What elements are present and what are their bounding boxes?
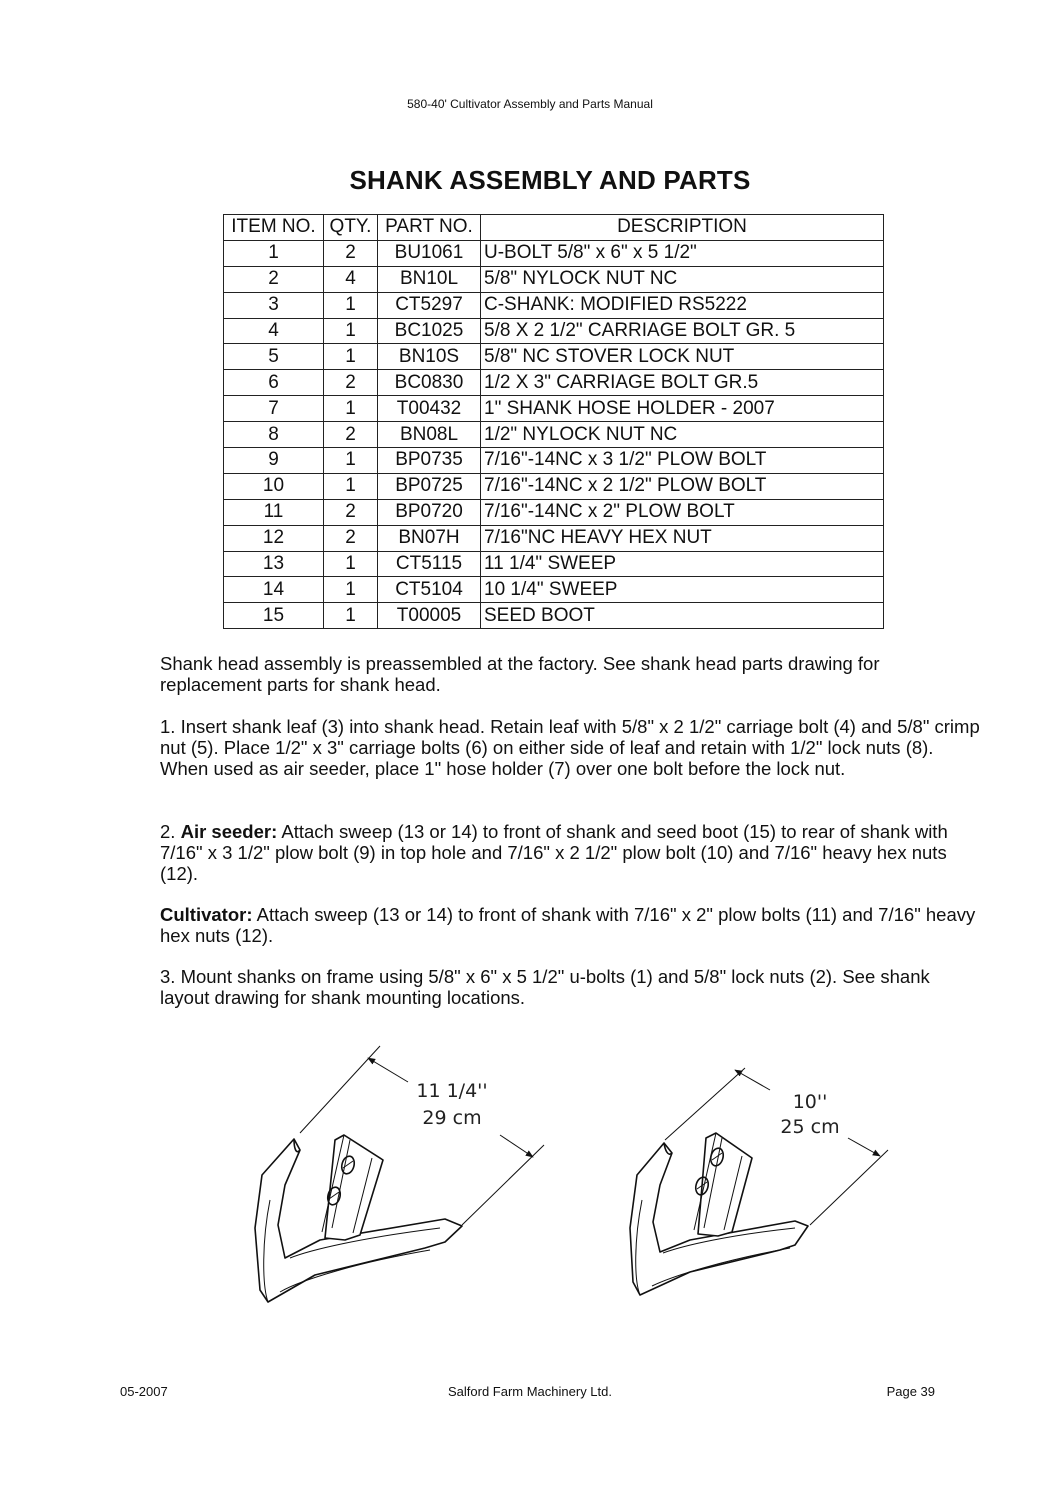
cell-qty: 1 bbox=[324, 473, 378, 499]
cell-part-no: BN08L bbox=[378, 422, 481, 448]
cell-item-no: 4 bbox=[224, 318, 324, 344]
cell-qty: 1 bbox=[324, 577, 378, 603]
cell-description: 5/8 X 2 1/2" CARRIAGE BOLT GR. 5 bbox=[481, 318, 884, 344]
cell-qty: 2 bbox=[324, 240, 378, 266]
cell-qty: 2 bbox=[324, 422, 378, 448]
cell-description: 7/16"-14NC x 2" PLOW BOLT bbox=[481, 499, 884, 525]
cell-qty: 2 bbox=[324, 525, 378, 551]
cell-part-no: BC1025 bbox=[378, 318, 481, 344]
header-part-no: PART NO. bbox=[378, 215, 481, 241]
cell-qty: 1 bbox=[324, 448, 378, 474]
cell-item-no: 6 bbox=[224, 370, 324, 396]
intro-paragraph: Shank head assembly is preassembled at the factory. See shank head parts drawing for replacement parts for shank head. bbox=[160, 653, 880, 695]
cell-qty: 4 bbox=[324, 266, 378, 292]
cell-item-no: 7 bbox=[224, 396, 324, 422]
page-title: SHANK ASSEMBLY AND PARTS bbox=[349, 165, 751, 195]
cell-item-no: 10 bbox=[224, 473, 324, 499]
cell-description: 7/16"-14NC x 3 1/2" PLOW BOLT bbox=[481, 448, 884, 474]
small-sweep-dim-cm: 25 cm bbox=[780, 1116, 840, 1138]
cell-part-no: CT5297 bbox=[378, 292, 481, 318]
manual-header: 580-40' Cultivator Assembly and Parts Manual bbox=[407, 97, 653, 111]
cell-qty: 1 bbox=[324, 396, 378, 422]
cell-part-no: BN10L bbox=[378, 266, 481, 292]
cell-qty: 1 bbox=[324, 318, 378, 344]
cell-item-no: 3 bbox=[224, 292, 324, 318]
header-description: DESCRIPTION bbox=[481, 215, 884, 241]
cell-qty: 1 bbox=[324, 551, 378, 577]
header-item-no: ITEM NO. bbox=[224, 215, 324, 241]
cell-description: U-BOLT 5/8" x 6" x 5 1/2" bbox=[481, 240, 884, 266]
cell-part-no: BC0830 bbox=[378, 370, 481, 396]
cell-part-no: BP0725 bbox=[378, 473, 481, 499]
sweep-drawing-small bbox=[630, 1068, 888, 1295]
cell-item-no: 2 bbox=[224, 266, 324, 292]
cell-item-no: 11 bbox=[224, 499, 324, 525]
footer-company: Salford Farm Machinery Ltd. bbox=[447, 1384, 612, 1399]
cultivator-label: Cultivator: bbox=[160, 904, 253, 925]
header-qty: QTY. bbox=[324, 215, 378, 241]
cell-part-no: CT5104 bbox=[378, 577, 481, 603]
cell-part-no: BP0735 bbox=[378, 448, 481, 474]
cell-item-no: 5 bbox=[224, 344, 324, 370]
cell-item-no: 14 bbox=[224, 577, 324, 603]
cell-description: SEED BOOT bbox=[481, 603, 884, 629]
cell-part-no: BN07H bbox=[378, 525, 481, 551]
cell-description: C-SHANK: MODIFIED RS5222 bbox=[481, 292, 884, 318]
large-sweep-dim-cm: 29 cm bbox=[422, 1107, 482, 1129]
step2-number: 2. bbox=[160, 821, 181, 842]
cell-part-no: BN10S bbox=[378, 344, 481, 370]
step3-paragraph: 3. Mount shanks on frame using 5/8" x 6" x 5 1/2" u-bolts (1) and 5/8" lock nuts (2). See shank layout drawing for shank mounting locations. bbox=[160, 966, 930, 1008]
cell-item-no: 13 bbox=[224, 551, 324, 577]
step2-text: Attach sweep (13 or 14) to front of shank and seed boot (15) to rear of shank with 7/16" x 3 1/2" plow bolt (9) in top hole and 7/16" x 2 1/2" plow bolt (10) and 7/16" heavy hex nuts (12). bbox=[160, 821, 948, 884]
cell-qty: 2 bbox=[324, 499, 378, 525]
cell-item-no: 15 bbox=[224, 603, 324, 629]
cell-qty: 2 bbox=[324, 370, 378, 396]
cell-qty: 1 bbox=[324, 344, 378, 370]
small-sweep-dim-inches: 10'' bbox=[792, 1091, 828, 1113]
air-seeder-label: Air seeder: bbox=[180, 821, 278, 842]
cell-description: 1" SHANK HOSE HOLDER - 2007 bbox=[481, 396, 884, 422]
cell-description: 7/16"NC HEAVY HEX NUT bbox=[481, 525, 884, 551]
footer-page-number: Page 39 bbox=[886, 1384, 935, 1399]
cell-item-no: 8 bbox=[224, 422, 324, 448]
cultivator-text: Attach sweep (13 or 14) to front of shank with 7/16" x 2" plow bolts (11) and 7/16" heavy hex nuts (12). bbox=[160, 904, 976, 946]
cell-description: 1/2" NYLOCK NUT NC bbox=[481, 422, 884, 448]
cell-item-no: 9 bbox=[224, 448, 324, 474]
cell-part-no: CT5115 bbox=[378, 551, 481, 577]
cell-description: 1/2 X 3" CARRIAGE BOLT GR.5 bbox=[481, 370, 884, 396]
cell-part-no: BP0720 bbox=[378, 499, 481, 525]
cell-description: 10 1/4" SWEEP bbox=[481, 577, 884, 603]
footer-date: 05-2007 bbox=[120, 1384, 168, 1399]
cell-description: 7/16"-14NC x 2 1/2" PLOW BOLT bbox=[481, 473, 884, 499]
step1-paragraph: 1. Insert shank leaf (3) into shank head. Retain leaf with 5/8" x 2 1/2" carriage bolt (4) and 5/8" crimp nut (5). Place 1/2" x 3" carriage bolts (6) on either side of leaf and retain with 1/2" lock nuts (8). When used as air seeder, place 1" hose holder (7) over one bolt before the lock nut. bbox=[160, 716, 980, 779]
cell-qty: 1 bbox=[324, 603, 378, 629]
cell-description: 11 1/4" SWEEP bbox=[481, 551, 884, 577]
cell-item-no: 12 bbox=[224, 525, 324, 551]
large-sweep-dim-inches: 11 1/4'' bbox=[416, 1080, 488, 1102]
cell-item-no: 1 bbox=[224, 240, 324, 266]
sweep-drawing-large bbox=[255, 1046, 544, 1302]
cell-description: 5/8" NYLOCK NUT NC bbox=[481, 266, 884, 292]
cell-part-no: BU1061 bbox=[378, 240, 481, 266]
cell-part-no: T00005 bbox=[378, 603, 481, 629]
cell-description: 5/8" NC STOVER LOCK NUT bbox=[481, 344, 884, 370]
cell-part-no: T00432 bbox=[378, 396, 481, 422]
cell-qty: 1 bbox=[324, 292, 378, 318]
